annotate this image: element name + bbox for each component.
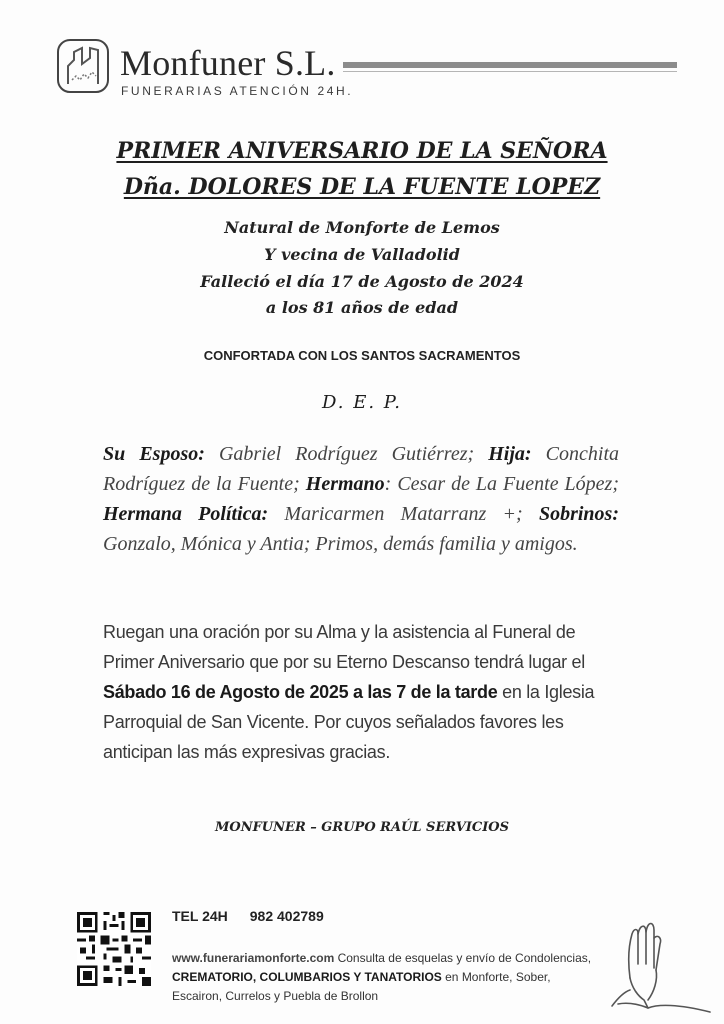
brand-tagline: FUNERARIAS ATENCIÓN 24H. — [121, 84, 354, 98]
website-link[interactable]: www.funerariamonforte.com — [172, 951, 335, 965]
hermano-name: : Cesar de La Fuente López; — [384, 473, 619, 495]
hermano-label: Hermano — [305, 473, 385, 495]
dep-line: D. E. P. — [321, 392, 402, 413]
footer-text-2: en Monforte, Sober, Escairon, Currelos y Puebla de Brollon — [172, 970, 551, 1003]
footer-text-1: Consulta de esquelas y envío de Condolencias, — [334, 951, 592, 965]
signature-line: MONFUNER – GRUPO RAÚL SERVICIOS — [214, 820, 510, 835]
family-paragraph — [103, 439, 619, 559]
hija-name: Conchita Rodríguez de la Fuente; — [103, 443, 620, 495]
vecina-de: Y vecina de Valladolid — [264, 245, 460, 264]
funeral-paragraph — [103, 617, 623, 767]
phone-line — [172, 908, 346, 924]
header-divider-thin — [343, 71, 677, 72]
qr-code-icon — [77, 912, 151, 986]
services-text: CREMATORIO, COLUMBARIOS Y TANATORIOS — [172, 970, 442, 984]
phone-label: TEL 24H — [172, 908, 228, 924]
esposo-label: Su Esposo: — [103, 443, 205, 465]
sobrinos-names: Gonzalo, Mónica y Antia; Primos, demás familia y amigos. — [103, 533, 578, 555]
monfuner-logo-icon — [56, 36, 110, 96]
sacramentos-line: CONFORTADA CON LOS SANTOS SACRAMENTOS — [203, 348, 521, 363]
age-at-death: a los 81 años de edad — [265, 298, 459, 317]
hermana-label: Hermana Política: — [103, 503, 269, 525]
hermana-name: Maricarmen Matarranz +; — [268, 503, 539, 525]
sobrinos-label: Sobrinos: — [538, 503, 619, 525]
phone-number: 982 402789 — [249, 908, 324, 924]
brand-name: Monfuner S.L. — [120, 43, 336, 83]
natural-de: Natural de Monforte de Lemos — [224, 218, 500, 237]
hija-label: Hija: — [488, 443, 532, 465]
funeral-date: Sábado 16 de Agosto de 2025 a las 7 de la tarde — [103, 682, 498, 702]
esposo-name: Gabriel Rodríguez Gutiérrez; — [204, 443, 489, 465]
header-divider — [343, 62, 677, 68]
footer-info — [172, 949, 592, 1006]
notice-title: PRIMER ANIVERSARIO DE LA SEÑORA — [116, 138, 608, 164]
praying-hands-icon — [598, 908, 714, 1018]
death-date: Falleció el día 17 de Agosto de 2024 — [200, 272, 524, 291]
funeral-text-2: en la Iglesia Parroquial de San Vicente. Por cuyos señalados favores les anticipan las más expresivas gracias. — [103, 682, 595, 762]
funeral-text-1: Ruegan una oración por su Alma y la asistencia al Funeral de Primer Aniversario que por su Eterno Descanso tendrá lugar el — [103, 622, 585, 672]
deceased-name: Dña. DOLORES DE LA FUENTE LOPEZ — [123, 174, 601, 200]
